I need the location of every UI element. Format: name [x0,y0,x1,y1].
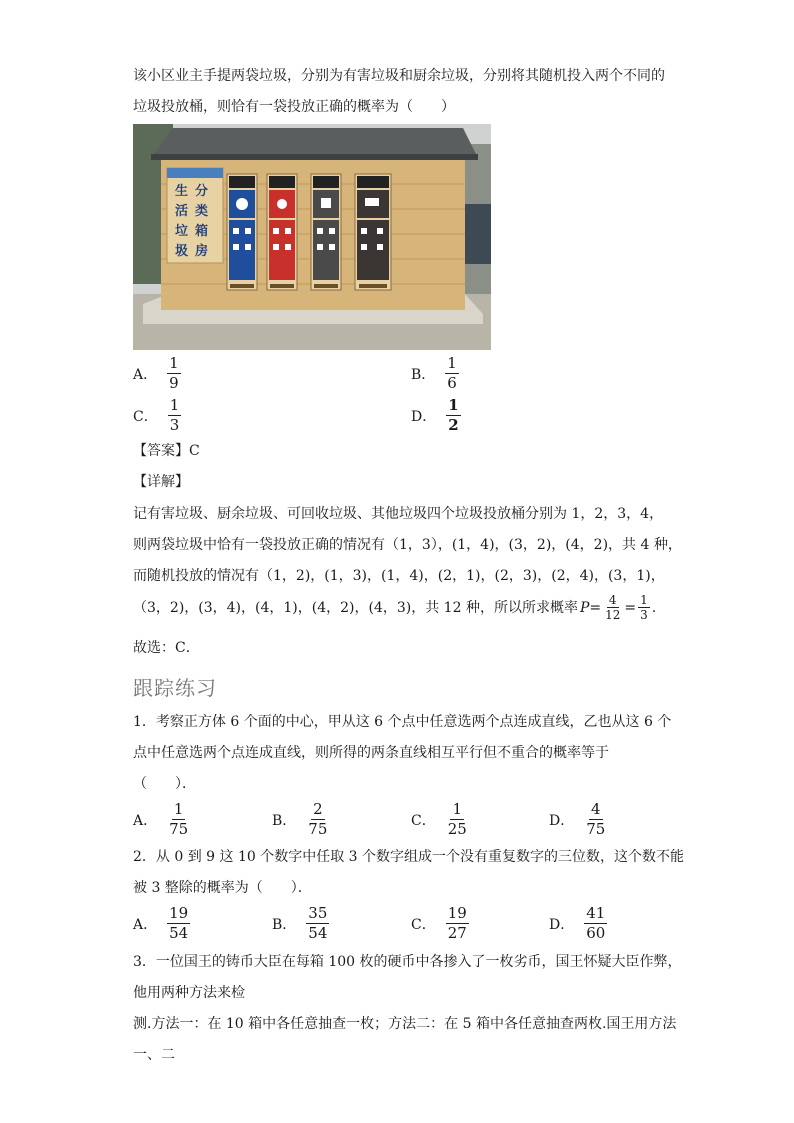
q2-option-a [133,904,192,943]
equals-sign: = [624,599,637,616]
numerator: 35 [308,904,328,922]
denominator: 6 [447,374,457,392]
problem-line-2: 垃圾投放桶，则恰有一袋投放正确的概率为（ ） [133,99,455,115]
denominator: 75 [308,820,328,838]
numerator: 1 [640,593,648,607]
q2-line-1: 2．从 0 到 9 这 10 个数字中任取 3 个数字组成一个没有重复数字的三位数，这个数不能 [133,849,685,865]
section-heading: 跟踪练习 [133,676,217,700]
sign-text [175,182,215,262]
detail-line-2: 则两袋垃圾中恰有一袋投放正确的情况有（1，3），(1，4)，(3，2)，(4，2)，共 4 种， [133,537,682,553]
detail-line-3: 而随机投放的情况有（1，2)，(1，3)，(1，4)，(2，1)，(2，3)，(2，4)，(3，1)， [133,568,665,584]
denominator: 54 [308,924,328,942]
numerator: 4 [608,593,617,607]
q2-option-c [411,904,471,943]
detail-text: （3，2)，(3，4)，(4，1)，(4，2)，(4，3)，共 12 种，所以所求概率 [133,599,578,616]
q1-line-1: 1．考察正方体 6 个面的中心，甲从这 6 个点中任意选两个点连成直线，乙也从这 6 个 [133,714,672,730]
problem-line-1: 该小区业主手提两袋垃圾，分别为有害垃圾和厨余垃圾，分别将其随机投入两个不同的 [133,68,665,84]
numerator: 19 [447,904,467,922]
numerator: 1 [169,396,180,414]
q3-line-4: 一、二 [133,1047,175,1063]
q1-option-b [272,800,331,839]
q3-line-1: 3．一位国王的铸币大臣在每箱 100 枚的硬币中各掺入了一枚劣币，国王怀疑大臣作弊， [133,954,682,970]
option-label: C． [411,812,436,829]
fraction [584,904,607,943]
option-c [133,396,183,435]
denominator: 54 [169,924,189,942]
fraction [445,354,459,393]
detail-line-4 [133,593,656,622]
numerator: 1 [169,354,179,372]
numerator: 19 [169,904,189,922]
sign-char: 分 [195,184,209,199]
prob-symbol: P [579,599,590,616]
q1-option-c [411,800,471,839]
answer-label: 【答案】C [133,443,200,459]
garbage-station-photo [133,124,491,350]
fraction [446,800,469,839]
equals-sign: = [589,599,602,616]
denominator: 75 [169,820,189,838]
q1-option-d [549,800,609,839]
fraction [584,800,607,839]
denominator: 27 [447,924,467,942]
sign-char: 房 [195,244,209,259]
numerator: 2 [313,800,323,818]
fraction [168,396,182,435]
fraction [446,904,469,943]
option-label: A． [133,366,158,383]
denominator: 60 [586,924,606,942]
option-label: A． [133,916,158,933]
fraction [167,800,190,839]
numerator: 1 [448,396,459,414]
option-label: D． [411,408,437,425]
sign-char: 活 [175,204,189,219]
fraction [638,593,650,622]
denominator: 3 [640,608,648,622]
numerator: 4 [591,800,601,818]
sign-char: 生 [175,184,189,199]
option-b [411,354,461,393]
option-label: B． [411,366,436,383]
denominator: 25 [447,820,467,838]
denominator: 9 [169,374,179,392]
sign-char: 箱 [195,224,209,239]
fraction [446,396,460,435]
denominator: 12 [605,608,621,622]
detail-line-1: 记有害垃圾、厨余垃圾、可回收垃圾、其他垃圾四个垃圾投放桶分别为 1，2，3，4， [133,506,664,522]
option-d [411,396,463,435]
q3-line-2: 他用两种方法来检 [133,985,245,1001]
numerator: 1 [447,354,457,372]
option-label: D． [549,812,575,829]
numerator: 1 [452,800,463,818]
q1-line-3: （ ）． [133,776,196,792]
option-label: D． [549,916,575,933]
q2-option-b [272,904,331,943]
fraction [167,904,190,943]
numerator: 41 [586,904,606,922]
fraction [603,593,622,622]
fraction [306,800,329,839]
option-label: B． [272,916,297,933]
option-label: B． [272,812,297,829]
sign-char: 类 [195,204,209,219]
conclusion: 故选：C． [133,640,200,656]
fraction [167,354,181,393]
denominator: 2 [448,416,459,434]
option-a [133,354,183,393]
q1-option-a [133,800,192,839]
q2-line-2: 被 3 整除的概率为（ ）． [133,880,312,896]
numerator: 1 [173,800,184,818]
q3-line-3: 测.方法一：在 10 箱中各任意抽查一枚；方法二：在 5 箱中各任意抽查两枚.国王用方法 [133,1016,677,1032]
sign-char: 圾 [175,244,189,259]
option-label: C． [133,408,158,425]
denominator: 75 [586,820,606,838]
option-label: A． [133,812,158,829]
q2-option-d [549,904,609,943]
detail-label: 【详解】 [133,474,189,490]
fraction [306,904,329,943]
sign-char: 垃 [175,224,189,239]
period: . [651,599,657,616]
option-label: C． [411,916,436,933]
denominator: 3 [169,416,180,434]
q1-line-2: 点中任意选两个点连成直线，则所得的两条直线相互平行但不重合的概率等于 [133,745,609,761]
